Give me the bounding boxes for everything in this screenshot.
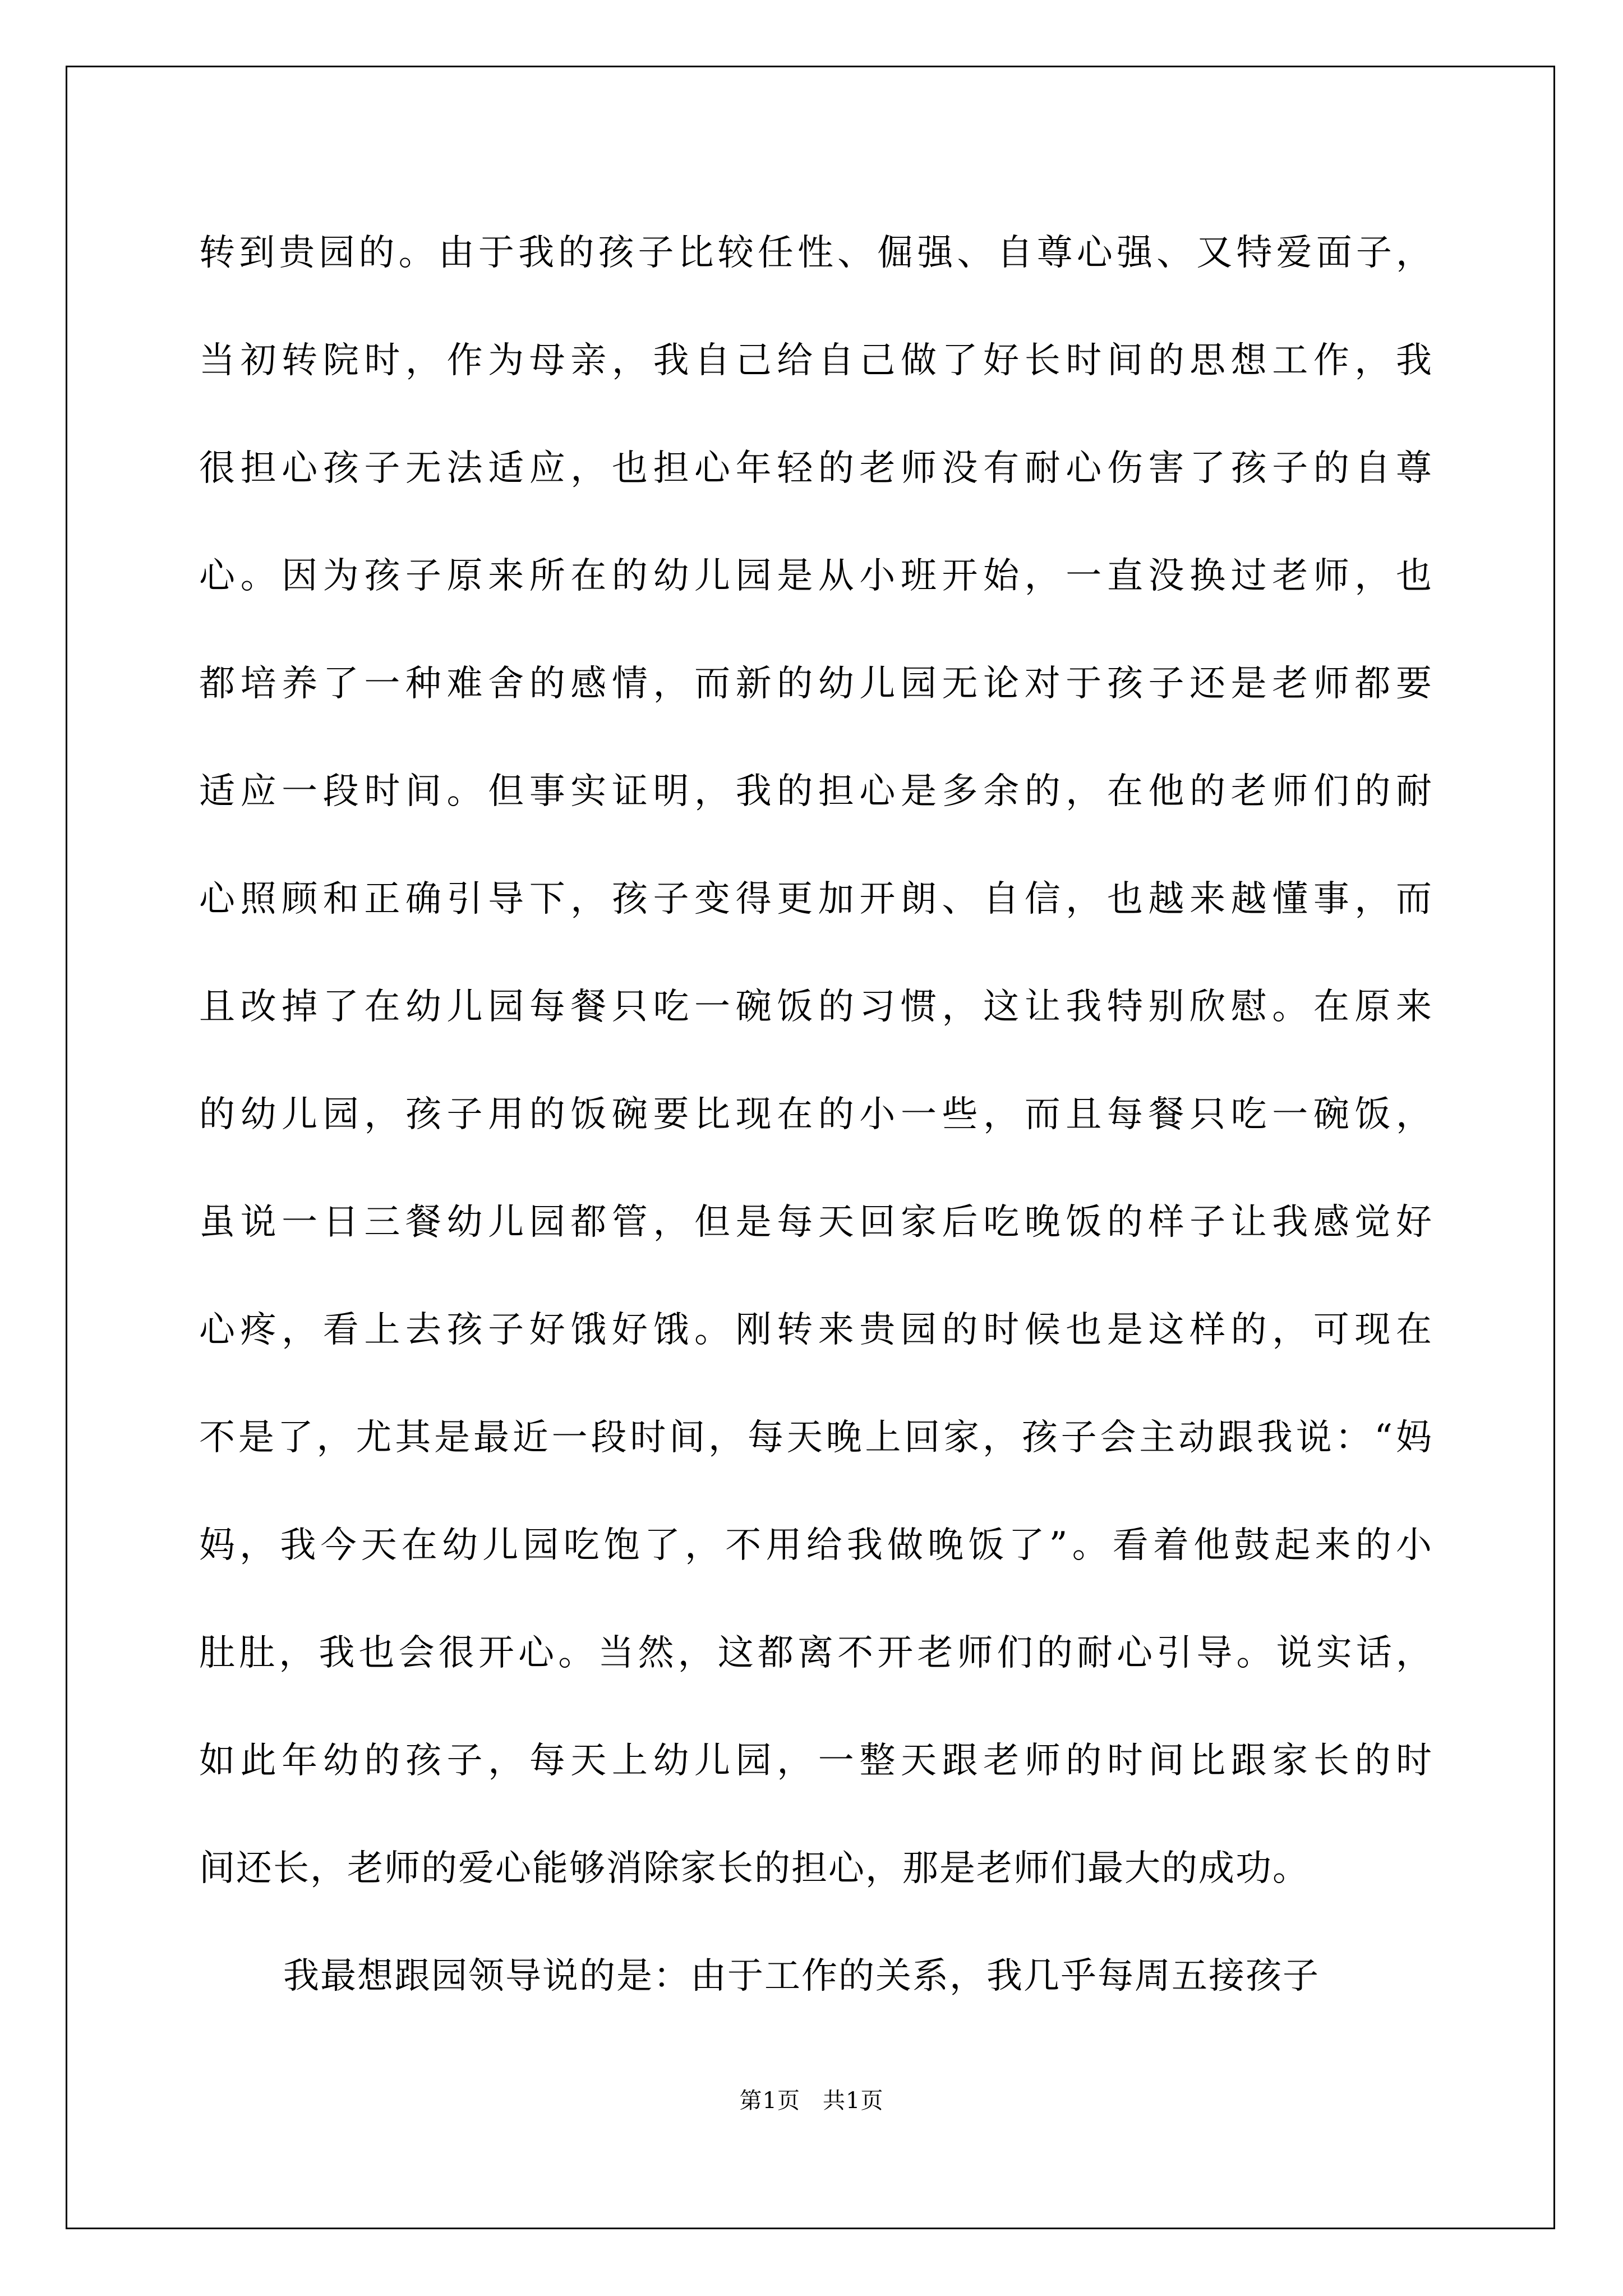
body-line: 转到贵园的。由于我的孩子比较任性、倔强、自尊心强、又特爱面子， [199,232,1433,274]
body-line: 很担心孩子无法适应，也担心年轻的老师没有耐心伤害了孩子的自尊 [199,448,1433,489]
body-line: 且改掉了在幼儿园每餐只吃一碗饭的习惯，这让我特别欣慰。在原来 [199,986,1433,1028]
body-line-paragraph-end: 间还长，老师的爱心能够消除家长的担心，那是老师们最大的成功。 [199,1848,1310,1889]
body-line-paragraph-start: 我最想跟园领导说的是：由于工作的关系，我几乎每周五接孩子 [283,1955,1320,1997]
document-body [199,199,1433,2030]
body-line: 不是了，尤其是最近一段时间，每天晚上回家，孩子会主动跟我说：“妈 [199,1417,1433,1458]
page-footer [0,2084,1623,2118]
body-line: 的幼儿园，孩子用的饭碗要比现在的小一些，而且每餐只吃一碗饭， [199,1094,1433,1135]
body-line: 心。因为孩子原来所在的幼儿园是从小班开始，一直没换过老师，也 [199,555,1433,597]
page-number: 第1页 [739,2088,800,2114]
body-line: 肚肚，我也会很开心。当然，这都离不开老师们的耐心引导。说实话， [199,1632,1433,1674]
page-count: 共1页 [823,2088,884,2114]
body-line: 妈，我今天在幼儿园吃饱了，不用给我做晚饭了”。看着他鼓起来的小 [199,1525,1433,1566]
body-line: 心疼，看上去孩子好饿好饿。刚转来贵园的时候也是这样的，可现在 [199,1309,1433,1351]
body-line: 适应一段时间。但事实证明，我的担心是多余的，在他的老师们的耐 [199,771,1433,812]
body-line: 如此年幼的孩子，每天上幼儿园，一整天跟老师的时间比跟家长的时 [199,1740,1433,1782]
body-line: 当初转院时，作为母亲，我自己给自己做了好长时间的思想工作，我 [199,340,1433,381]
body-line: 心照顾和正确引导下，孩子变得更加开朗、自信，也越来越懂事，而 [199,878,1433,920]
body-line: 虽说一日三餐幼儿园都管，但是每天回家后吃晚饭的样子让我感觉好 [199,1202,1433,1243]
body-line: 都培养了一种难舍的感情，而新的幼儿园无论对于孩子还是老师都要 [199,663,1433,705]
